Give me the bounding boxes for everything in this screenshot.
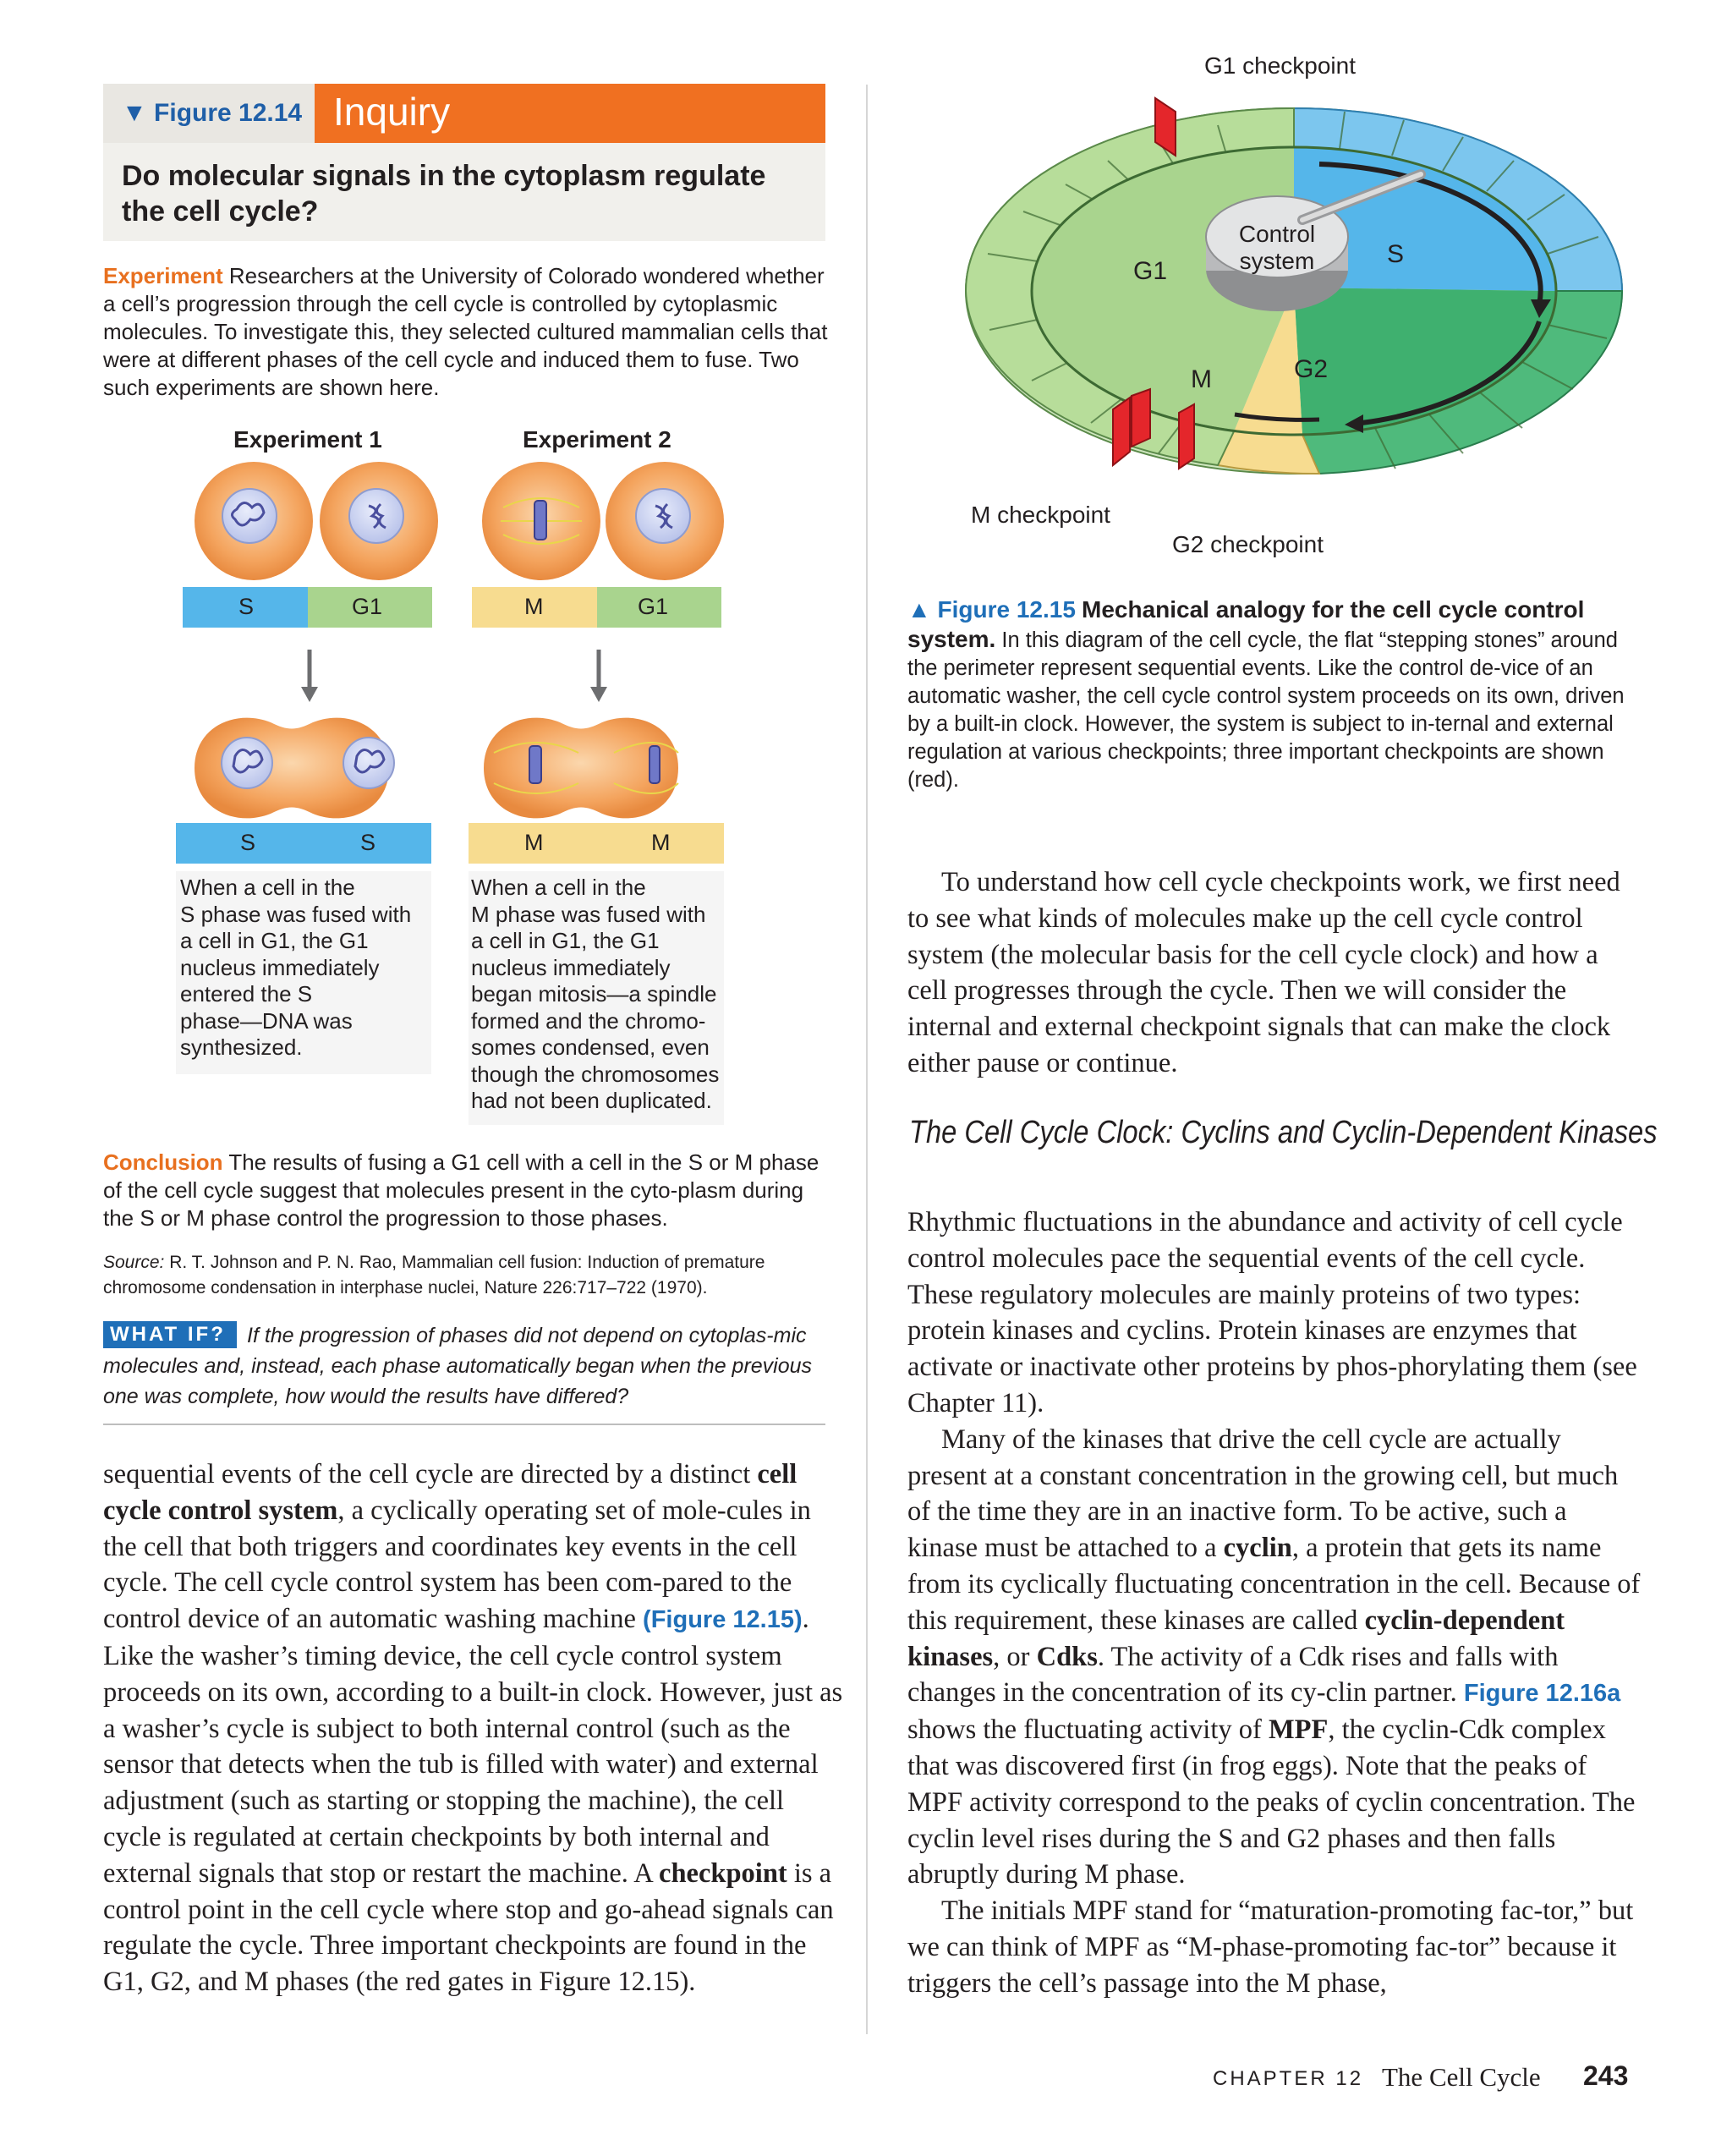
exp2-desc-line: somes condensed, even	[471, 1034, 710, 1060]
right-body-text	[907, 1204, 1643, 2002]
footer-chapter: CHAPTER 12	[1213, 2067, 1364, 2090]
footer-title: The Cell Cycle	[1382, 2062, 1541, 2092]
exp2-before-phase-2: G1	[638, 594, 669, 619]
exp2-before-bar	[472, 587, 721, 628]
exp2-desc-line: had not been duplicated.	[471, 1088, 712, 1113]
figure-tab	[103, 84, 315, 143]
caption-text: In this diagram of the cell cycle, the flat “stepping stones” around the perimeter represent sequential events. Like the control de-vice of an automatic washer, the cell cycle control system proceeds on its own, driven by a built-in clock. However, the system is subject to in-ternal and external regulation at various checkpoints; three important checkpoints are shown (red).	[907, 628, 1625, 792]
exp1-before-phase-1: S	[238, 594, 255, 619]
exp2-desc-line: formed and the chromo-	[471, 1007, 706, 1034]
inquiry-bar	[315, 84, 825, 143]
left-body-text	[103, 1457, 847, 2000]
body-text: , a cyclically operating set of mole-cules in the cell that both triggers and coordinates key events in the cell cycle. The cell cycle control system has been com-pared to the control device of an automatic washing machine	[103, 1495, 811, 1635]
conclusion-paragraph	[103, 1149, 839, 1232]
body-text: . The activity of a Cdk rises and falls with changes in the concentration of its cy-clin partner.	[907, 1641, 1559, 1709]
key-term: Cdks	[1036, 1641, 1098, 1672]
caption-title: Mechanical analogy for the cell cycle control system.	[907, 596, 1585, 652]
g2-checkpoint-label: G2 checkpoint	[1172, 531, 1324, 557]
exp2-description	[471, 875, 719, 1115]
figure-label: ▼ Figure 12.14	[122, 99, 303, 127]
section-heading: The Cell Cycle Clock: Cyclins and Cyclin-Dependent Kinases	[909, 1115, 1658, 1150]
body-paragraph	[907, 1422, 1643, 1893]
experiment-1-title: Experiment 1	[233, 426, 382, 453]
body-text: is a control point in the cell cycle where stop and go-ahead signals can regulate the cycle. Three important checkpoints are found in the G1, G2, and M phases (the red gates in Figure 12.15).	[103, 1857, 834, 1998]
exp1-before-phase-2: G1	[352, 594, 383, 619]
exp1-description	[180, 875, 411, 1062]
control-system-label-2: system	[1239, 248, 1315, 274]
exp1-arrow-icon	[301, 650, 318, 702]
page-number: 243	[1583, 2060, 1629, 2091]
exp1-after-bar	[176, 823, 431, 864]
exp2-before-phase-1: M	[524, 594, 544, 619]
inquiry-label: Inquiry	[333, 90, 451, 134]
column-divider	[866, 85, 868, 2034]
body-text: , or	[993, 1641, 1030, 1672]
figure-reference-link[interactable]: Figure 12.16a	[1463, 1680, 1621, 1708]
body-text: , a protein that gets its name from its cyclically fluctuating concentration in the cell. Because of this requirement, these kinases are called	[907, 1533, 1641, 1636]
key-term: cyclin	[1223, 1533, 1292, 1564]
figure-question: Do molecular signals in the cytoplasm regulate the cell cycle?	[122, 160, 766, 228]
key-term: cell cycle control system	[103, 1459, 797, 1526]
exp2-after-phase-2: M	[651, 830, 671, 855]
g2-phase-label: G2	[1294, 355, 1329, 383]
source-text: R. T. Johnson and P. N. Rao, Mammalian cell fusion: Induction of premature chromosome condensation in interphase nuclei, Nature 226:717–722 (1970).	[103, 1253, 765, 1297]
body-text: Many of the kinases that drive the cell cycle are actually present at a constant concentration in the growing cell, but much of the time they are in an inactive form. To be active, such a kinase must be attached to a	[907, 1424, 1619, 1564]
exp2-desc-line: When a cell in the	[471, 875, 646, 900]
experiment-lead: Experiment	[103, 263, 223, 288]
source-citation	[103, 1250, 839, 1301]
figure-12-15-caption	[907, 595, 1626, 794]
exp2-cell-m	[482, 462, 600, 580]
key-term: MPF	[1268, 1714, 1329, 1746]
key-term: cyclin-dependent kinases	[907, 1605, 1565, 1672]
exp1-after-phase-1: S	[240, 830, 256, 855]
g2-checkpoint-gate-icon	[1179, 404, 1194, 469]
caption-number: ▲ Figure 12.15	[907, 596, 1076, 623]
exp2-desc-line: nucleus immediately	[471, 954, 671, 980]
s-phase-label: S	[1387, 240, 1405, 268]
exp2-after-bar	[469, 823, 724, 864]
exp2-cell-g1	[606, 462, 724, 580]
exp1-desc-line: S phase was fused with	[180, 901, 412, 927]
figure-reference-link[interactable]: (Figure 12.15)	[643, 1606, 803, 1634]
exp1-cell-s	[195, 462, 313, 580]
cell-fusion-illustration	[169, 457, 744, 829]
exp2-desc-line: began mitosis—a spindle	[471, 981, 717, 1007]
conclusion-lead: Conclusion	[103, 1149, 223, 1175]
body-paragraph: To understand how cell cycle checkpoints work, we first need to see what kinds of molecules make up the cell cycle control system (the molecular basis for the cell cycle clock) and how a cell progresses through the cycle. Then we will consider the internal and external checkpoint signals that can make the clock either pause or continue.	[907, 867, 1620, 1078]
what-if-label: WHAT IF?	[110, 1323, 226, 1346]
figure-12-14-header	[103, 84, 825, 143]
experiment-2-title: Experiment 2	[523, 426, 671, 453]
exp2-fused-cell	[484, 718, 678, 819]
g1-checkpoint-label: G1 checkpoint	[1204, 52, 1356, 79]
exp1-desc-line: a cell in G1, the G1	[180, 928, 369, 953]
g1-phase-label: G1	[1133, 257, 1168, 285]
exp1-desc-line: When a cell in the	[180, 875, 355, 900]
exp2-arrow-icon	[590, 650, 607, 702]
body-paragraph: The initials MPF stand for “maturation-promoting fac-tor,” but we can think of MPF as “M-phase-promoting fac-tor” because it triggers the cell’s passage into the M phase,	[907, 1895, 1634, 1999]
exp1-desc-line: nucleus immediately	[180, 954, 380, 980]
body-text: . Like the washer’s timing device, the cell cycle control system proceeds on its own, according to a built-in clock. However, just as a washer’s cycle is subject to both internal control (such as the sensor that detects when the tub is filled with water) and external adjustment (such as starting or stopping the machine), the cell cycle is regulated at certain checkpoints by both internal and external signals that stop or restart the machine. A	[103, 1604, 843, 1889]
experiment-paragraph	[103, 262, 830, 402]
m-checkpoint-label: M checkpoint	[971, 502, 1110, 528]
body-text: sequential events of the cell cycle are directed by a distinct	[103, 1459, 751, 1489]
body-text: shows the fluctuating activity of	[907, 1714, 1262, 1746]
what-if-text: If the progression of phases did not depend on cytoplas-mic molecules and, instead, each phase automatically began when the previous one was complete, how would the results have differed?	[103, 1324, 813, 1408]
exp2-desc-line: M phase was fused with	[471, 901, 706, 927]
body-text: , the cyclin-Cdk complex that was discovered first (in frog eggs). Note that the peaks of MPF activity correspond to the peaks of cyclin concentration. The cyclin level rises during the S and G2 phases and then falls abruptly during M phase.	[907, 1714, 1636, 1890]
exp1-desc-line: entered the S	[180, 981, 313, 1007]
exp2-desc-line: a cell in G1, the G1	[471, 928, 660, 953]
control-system-label-1: Control	[1238, 221, 1316, 247]
cell-cycle-clock-diagram	[964, 93, 1641, 491]
exp1-desc-line: synthesized.	[180, 1034, 303, 1060]
key-term: checkpoint	[659, 1857, 787, 1889]
m-phase-label: M	[1191, 365, 1212, 393]
exp2-after-phase-1: M	[524, 830, 544, 855]
conclusion-text: The results of fusing a G1 cell with a cell in the S or M phase of the cell cycle suggest that molecules present in the cyto-plasm during the S or M phase control the progression to those phases.	[103, 1149, 819, 1231]
exp1-cell-g1	[320, 462, 438, 580]
experiment-text: Researchers at the University of Colorado wondered whether a cell’s progression through the cell cycle is controlled by cytoplasmic molecules. To investigate this, they selected cultured mammalian cells that were at different phases of the cell cycle and induced them to fuse. Two such experiments are shown here.	[103, 263, 828, 400]
figure-box-rule	[103, 1424, 825, 1425]
exp1-fused-cell	[195, 718, 394, 819]
source-lead: Source:	[103, 1253, 165, 1272]
what-if-badge	[103, 1321, 237, 1348]
exp1-desc-line: phase—DNA was	[180, 1007, 353, 1034]
figure-question-box	[103, 143, 825, 241]
exp1-before-bar	[183, 587, 432, 628]
exp1-after-phase-2: S	[360, 830, 376, 855]
exp2-desc-line: though the chromosomes	[471, 1061, 720, 1087]
right-body-paragraph-1	[907, 864, 1643, 1082]
body-paragraph: Rhythmic fluctuations in the abundance and activity of cell cycle control molecules pace the sequential events of the cell cycle. These regulatory molecules are mainly proteins of two types: protein kinases and cyclins. Protein kinases are enzymes that activate or inactivate other proteins by phos-phorylating them (see Chapter 11).	[907, 1207, 1637, 1418]
